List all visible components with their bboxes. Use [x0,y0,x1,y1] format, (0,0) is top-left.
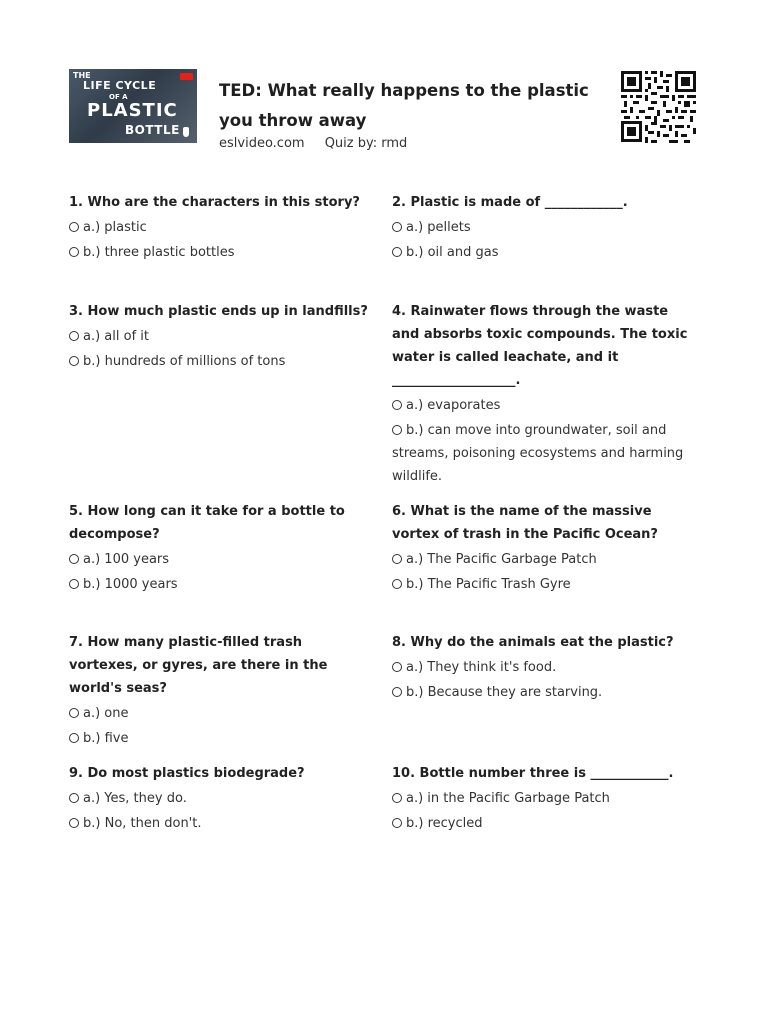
radio-icon[interactable] [392,247,402,257]
radio-icon[interactable] [392,222,402,232]
radio-icon[interactable] [392,425,402,435]
radio-icon[interactable] [69,708,79,718]
answer-option[interactable]: a.) evaporates [392,394,692,417]
question-text: 10. Bottle number three is ____________. [392,766,674,781]
question-1 [69,191,369,264]
question-6 [392,500,692,596]
answer-option[interactable]: b.) No, then don't. [69,812,369,835]
radio-icon[interactable] [69,818,79,828]
thumbnail-text: LIFE CYCLE [83,79,157,92]
question-2 [392,191,692,264]
question-text: 5. How long can it take for a bottle to decompose? [69,504,345,542]
question-8 [392,631,692,704]
ted-logo-icon [180,73,193,80]
bottle-icon [183,127,189,137]
answer-option[interactable]: b.) Because they are starving. [392,681,692,704]
radio-icon[interactable] [392,400,402,410]
video-thumbnail[interactable] [69,69,197,143]
radio-icon[interactable] [392,662,402,672]
answer-option[interactable]: a.) pellets [392,216,692,239]
thumbnail-text: BOTTLE [125,123,180,137]
question-text: 4. Rainwater flows through the waste and absorbs toxic compounds. The toxic water is called leachate, and it ___________________. [392,304,688,388]
answer-option[interactable]: a.) in the Pacific Garbage Patch [392,787,692,810]
question-5 [69,500,369,596]
radio-icon[interactable] [392,579,402,589]
question-7 [69,631,369,750]
answer-option[interactable]: a.) one [69,702,369,725]
question-4 [392,300,692,488]
question-text: 1. Who are the characters in this story? [69,195,360,210]
thumbnail-text: OF A [109,93,128,101]
question-text: 9. Do most plastics biodegrade? [69,766,305,781]
radio-icon[interactable] [392,818,402,828]
question-text: 6. What is the name of the massive vortex of trash in the Pacific Ocean? [392,504,658,542]
question-text: 7. How many plastic-filled trash vortexes, or gyres, are there in the world's seas? [69,635,328,696]
answer-option[interactable]: a.) all of it [69,325,369,348]
radio-icon[interactable] [392,793,402,803]
answer-option[interactable]: b.) hundreds of millions of tons [69,350,369,373]
author-label: Quiz by: rmd [324,136,408,151]
question-9 [69,762,369,835]
thumbnail-text: THE [73,71,91,80]
answer-option[interactable]: a.) Yes, they do. [69,787,369,810]
radio-icon[interactable] [69,554,79,564]
answer-option[interactable]: a.) 100 years [69,548,369,571]
radio-icon[interactable] [69,222,79,232]
question-3 [69,300,369,373]
radio-icon[interactable] [392,554,402,564]
meta-line [219,136,423,151]
answer-option[interactable]: b.) oil and gas [392,241,692,264]
radio-icon[interactable] [69,793,79,803]
thumbnail-text: PLASTIC [87,100,178,121]
radio-icon[interactable] [69,331,79,341]
question-text: 2. Plastic is made of ____________. [392,195,628,210]
radio-icon[interactable] [392,687,402,697]
answer-option[interactable]: a.) plastic [69,216,369,239]
radio-icon[interactable] [69,579,79,589]
answer-option[interactable]: b.) recycled [392,812,692,835]
answer-option[interactable]: b.) 1000 years [69,573,369,596]
question-text: 3. How much plastic ends up in landfills? [69,304,368,319]
radio-icon[interactable] [69,247,79,257]
source-link[interactable]: eslvideo.com [219,136,305,151]
question-text: 8. Why do the animals eat the plastic? [392,635,674,650]
answer-option[interactable]: a.) They think it's food. [392,656,692,679]
page-title: TED: What really happens to the plastic you throw away [219,81,589,130]
qr-code-icon [620,70,697,143]
answer-option[interactable]: b.) The Pacific Trash Gyre [392,573,692,596]
answer-option[interactable]: a.) The Pacific Garbage Patch [392,548,692,571]
answer-option[interactable]: b.) five [69,727,369,750]
answer-option[interactable]: b.) can move into groundwater, soil and streams, poisoning ecosystems and harming wildlife. [392,423,684,484]
question-10 [392,762,692,835]
radio-icon[interactable] [69,356,79,366]
radio-icon[interactable] [69,733,79,743]
answer-option[interactable]: b.) three plastic bottles [69,241,369,264]
